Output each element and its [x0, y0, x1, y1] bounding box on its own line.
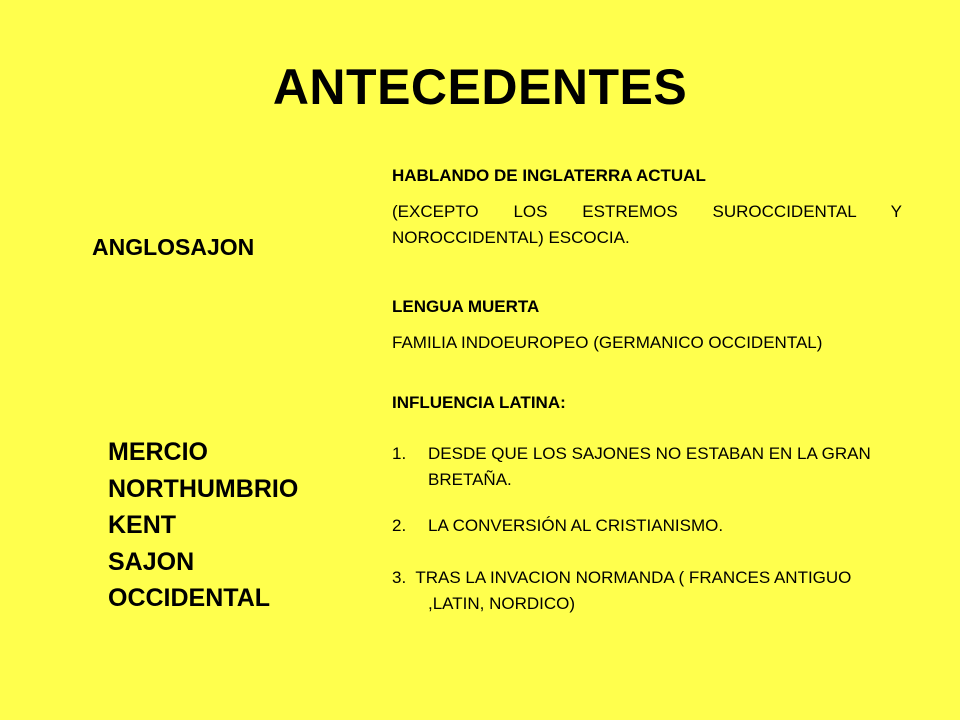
region-block [392, 163, 902, 251]
list-text: LA CONVERSIÓN AL CRISTIANISMO. [428, 516, 724, 535]
region-heading: HABLANDO DE INGLATERRA ACTUAL [392, 166, 706, 185]
kingdom-item: SAJON [108, 547, 195, 576]
language-family-text: FAMILIA INDOEUROPEO (GERMANICO OCCIDENTAL) [392, 333, 823, 352]
list-item-3: 3. TRAS LA INVACION NORMANDA ( FRANCES ANTIGUO ,LATIN, NORDICO) [392, 568, 857, 613]
latin-influence-heading: INFLUENCIA LATINA: [392, 393, 566, 412]
region-text: (EXCEPTO LOS ESTREMOS SUROCCIDENTAL Y NOROCCIDENTAL) ESCOCIA. [392, 202, 902, 247]
kingdom-item: KENT [108, 511, 177, 539]
latin-influence-block [392, 390, 902, 617]
language-block [392, 294, 902, 356]
list-number: 2. [392, 516, 407, 535]
kingdoms-list [108, 434, 298, 617]
kingdom-item: NORTHUMBRIO [108, 474, 299, 503]
list-number: 1. [392, 444, 407, 463]
anglosajon-label: ANGLOSAJON [92, 234, 255, 260]
list-item [392, 513, 902, 539]
kingdom-item: OCCIDENTAL [108, 584, 271, 612]
language-heading: LENGUA MUERTA [392, 297, 540, 316]
kingdom-item: MERCIO [108, 438, 208, 466]
list-text: DESDE QUE LOS SAJONES NO ESTABAN EN LA GRAN BRETAÑA. [428, 444, 871, 489]
list-item [392, 441, 902, 493]
slide-title: ANTECEDENTES [272, 59, 688, 115]
